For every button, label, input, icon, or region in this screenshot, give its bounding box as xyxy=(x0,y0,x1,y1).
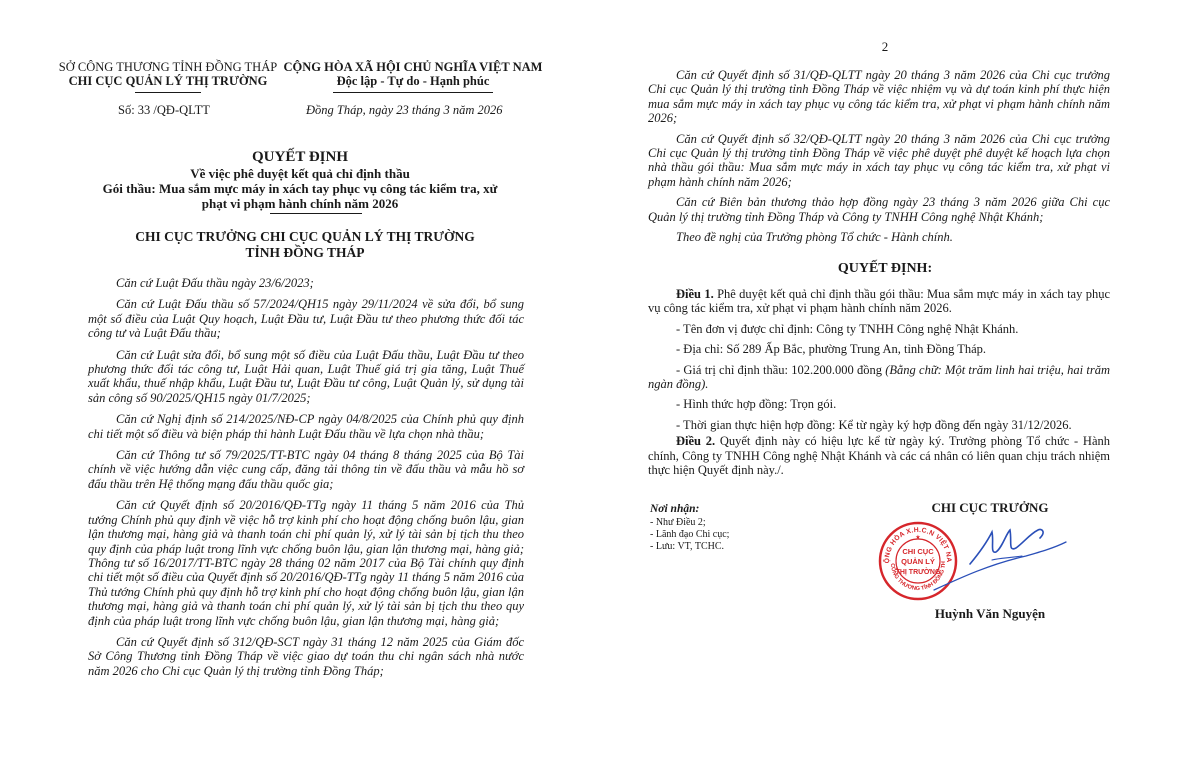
article-2 xyxy=(648,434,1110,477)
legal-basis-paragraph: Căn cứ Quyết định số 32/QĐ-QLTT ngày 20 tháng 3 năm 2026 của Chi cục trưởng Chi cục Quản lý thị trường tỉnh Đồng Tháp về việc phê duyệt phê duyệt kế hoạch lựa chọn nhà thầu gói thầu: Mua sắm mực máy in xách tay phục vụ công tác kiểm tra, xử phạt vi phạm hành chính năm 2026; xyxy=(648,131,1110,189)
handwritten-signature xyxy=(930,512,1070,597)
authority-line-1: CHI CỤC TRƯỞNG CHI CỤC QUẢN LÝ THỊ TRƯỜNG xyxy=(135,229,475,244)
article-1-text: Phê duyệt kết quả chỉ định thầu gói thầu: Mua sắm mực máy in xách tay phục vụ công tác kiểm tra, xử phạt vi phạm hành chính năm 2026. xyxy=(648,287,1111,316)
subject-line-3: phạt vi phạm hành chính năm 2026 xyxy=(201,196,399,211)
subject-line-2: Gói thầu: Mua sắm mực máy in xách tay phục vụ công tác kiểm tra, xử xyxy=(102,181,498,196)
seal-outer-text: ỘNG HÒA X.H.C.N VIỆT NA xyxy=(883,526,953,564)
article-1 xyxy=(648,287,1110,316)
legal-basis-paragraph: Căn cứ Thông tư số 79/2025/TT-BTC ngày 04 tháng 8 tháng 2025 của Bộ Tài chính về việc hướng dẫn việc cung cấp, đăng tải thông tin về đấu thầu và mẫu hồ sơ đấu thầu trên Hệ thống mạng đấu thầu quốc gia; xyxy=(88,448,524,491)
document-number: Số: 33 /QĐ-QLTT xyxy=(118,103,210,117)
org-underline xyxy=(135,92,201,93)
place-date: Đồng Tháp, ngày 23 tháng 3 năm 2026 xyxy=(306,103,503,117)
recipients-block xyxy=(650,503,840,553)
contract-value-amount: - Giá trị chỉ định thầu: 102.200.000 đồng xyxy=(676,362,886,377)
seal-lower-text: CÔNG THƯƠNG TỈNH ĐỒNG TH xyxy=(888,561,948,593)
page-number: 2 xyxy=(881,39,889,54)
authority-line-2: TỈNH ĐỒNG THÁP xyxy=(245,245,365,260)
issuing-authority xyxy=(70,229,540,261)
article-2-text: Quyết định này có hiệu lực kể từ ngày ký. Trưởng phòng Tổ chức - Hành chính, Công ty TNHH Công nghệ Nhật Khánh và các cá nhân có liên quan chịu trách nhiệm thực hiện Quyết định này./. xyxy=(648,434,1110,478)
article-2-label: Điều 2. xyxy=(676,434,716,449)
issuing-organization xyxy=(58,60,278,89)
document-title: QUYẾT ĐỊNH xyxy=(252,149,348,165)
seal-star-icon: ★ xyxy=(915,535,921,541)
seal-center-line-2: QUẢN LÝ xyxy=(901,557,935,566)
legal-basis-list xyxy=(88,276,524,678)
nation-line-2: Độc lập - Tự do - Hạnh phúc xyxy=(336,74,490,89)
legal-basis-continued xyxy=(648,68,1110,244)
contractor-name: - Tên đơn vị được chỉ định: Công ty TNHH Công nghệ Nhật Khánh. xyxy=(676,321,1019,336)
nation-line-1: CỘNG HÒA XÃ HỘI CHỦ NGHĨA VIỆT NAM xyxy=(283,60,543,74)
legal-basis-paragraph: Căn cứ Luật sửa đổi, bổ sung một số điều của Luật Đấu thầu, Luật Đầu tư theo phương thức đối tác công tư, Luật Hải quan, Luật Thuế giá trị gia tăng, Luật Thuế xuất khẩu, thuế nhập khẩu, Luật Đầu tư, Luật Đầu tư công, Luật Quản lý, sử dụng tài sản công số 90/2025/QH15 ngày 01/7/2025; xyxy=(88,347,524,405)
org-line-2: CHI CỤC QUẢN LÝ THỊ TRƯỜNG xyxy=(68,74,268,89)
org-line-1: SỞ CÔNG THƯƠNG TỈNH ĐỒNG THÁP xyxy=(58,60,278,74)
legal-basis-paragraph: Căn cứ Quyết định số 312/QĐ-SCT ngày 31 tháng 12 năm 2025 của Giám đốc Sở Công Thương tỉnh Đồng Tháp về việc giao dự toán thu chi ngân sách nhà nước năm 2026 cho Chi cục Quản lý thị trường tỉnh Đồng Tháp; xyxy=(88,634,524,678)
page-2 xyxy=(600,0,1200,782)
recipient-item: - Như Điều 2; xyxy=(650,516,706,528)
subject-line-1: Về việc phê duyệt kết quả chỉ định thầu xyxy=(190,166,410,181)
article-1-label: Điều 1. xyxy=(676,287,714,301)
recipient-item: - Lưu: VT, TCHC. xyxy=(650,540,725,552)
decision-body xyxy=(648,287,1110,477)
legal-basis-paragraph: Căn cứ Quyết định số 31/QĐ-QLTT ngày 20 tháng 3 năm 2026 của Chi cục trưởng Chi cục Quản lý thị trường tỉnh Đồng Tháp về việc nhiệm vụ và dự toán kinh phí thực hiện mua sắm mực máy in xách tay phục vụ công tác kiểm tra, xử phạt vi phạm hành chính năm 2026; xyxy=(648,68,1110,126)
legal-basis-paragraph: Căn cứ Luật Đấu thầu số 57/2024/QH15 ngày 29/11/2024 về sửa đổi, bổ sung một số điều của Luật Quy hoạch, Luật Đầu tư, Luật Đầu tư theo phương thức đối tác công tư và Luật Đấu thầu; xyxy=(88,297,524,341)
motto-underline xyxy=(333,92,493,93)
signer-title: CHI CỤC TRƯỞNG xyxy=(931,500,1049,515)
legal-basis-paragraph: Căn cứ Quyết định số 20/2016/QĐ-TTg ngày 11 tháng 5 năm 2016 của Thủ tướng Chính phủ quy định về việc hỗ trợ kinh phí cho hoạt động chống buôn lậu, gian lận thương mại, hàng giả và thanh toán chi phí quản lý, xử lý tài sản bị tịch thu theo quy định của pháp luật trong lĩnh vực chống buôn lậu, gian lận thương mại, hàng giả; Thông tư số 16/2017/TT-BTC ngày 28 tháng 02 năm 2017 của Bộ Tài chính quy định chi tiết một số điều của Quyết định số 20/2016/QĐ-TTg ngày 11 tháng 5 năm 2016 của Thủ tướng Chính phủ quy định hỗ trợ kinh phí cho hoạt động chống buôn lậu, gian lận thương mại, hàng giả và thanh toán chi phí quản lý, xử lý tài sản bị tịch thu theo quy định của pháp luật trong lĩnh vực chống buôn lậu, gian lận thương mại, hàng giả; xyxy=(88,498,524,628)
contract-type: - Hình thức hợp đồng: Trọn gói. xyxy=(676,397,837,412)
legal-basis-paragraph: Căn cứ Biên bản thương thảo hợp đồng ngày 23 tháng 3 năm 2026 giữa Chi cục Quản lý thị trường tỉnh Đồng Tháp và Công ty TNHH Công nghệ Nhật Khánh; xyxy=(648,195,1110,224)
contract-value-words: (Bằng chữ: Một trăm linh hai triệu, hai trăm ngàn đồng). xyxy=(648,362,1110,392)
seal-center-line-3: THỊ TRƯỜNG xyxy=(895,569,941,576)
decision-heading: QUYẾT ĐỊNH: xyxy=(837,261,933,276)
proposal-paragraph: Theo đề nghị của Trưởng phòng Tổ chức - Hành chính. xyxy=(676,230,953,245)
contractor-address: - Địa chỉ: Số 289 Ấp Bắc, phường Trung An, tỉnh Đồng Tháp. xyxy=(676,342,987,357)
contract-duration: - Thời gian thực hiện hợp đồng: Kể từ ngày ký hợp đồng đến ngày 31/12/2026. xyxy=(676,417,1072,432)
recipient-item: - Lãnh đạo Chi cục; xyxy=(650,528,730,540)
seal-center-line-1: CHI CỤC xyxy=(902,547,934,556)
contract-value xyxy=(648,363,1110,392)
signer-name: Huỳnh Văn Nguyện xyxy=(934,606,1046,621)
legal-basis-paragraph: Căn cứ Nghị định số 214/2025/NĐ-CP ngày 04/8/2025 của Chính phủ quy định chi tiết một số điều và biện pháp thi hành Luật Đấu thầu về lựa chọn nhà thầu; xyxy=(88,412,524,441)
legal-basis-paragraph: Căn cứ Luật Đấu thầu ngày 23/6/2023; xyxy=(116,276,314,290)
subject-underline xyxy=(270,213,362,214)
document-subject xyxy=(70,166,530,211)
recipients-title: Nơi nhận: xyxy=(650,503,700,515)
national-header xyxy=(278,60,548,89)
